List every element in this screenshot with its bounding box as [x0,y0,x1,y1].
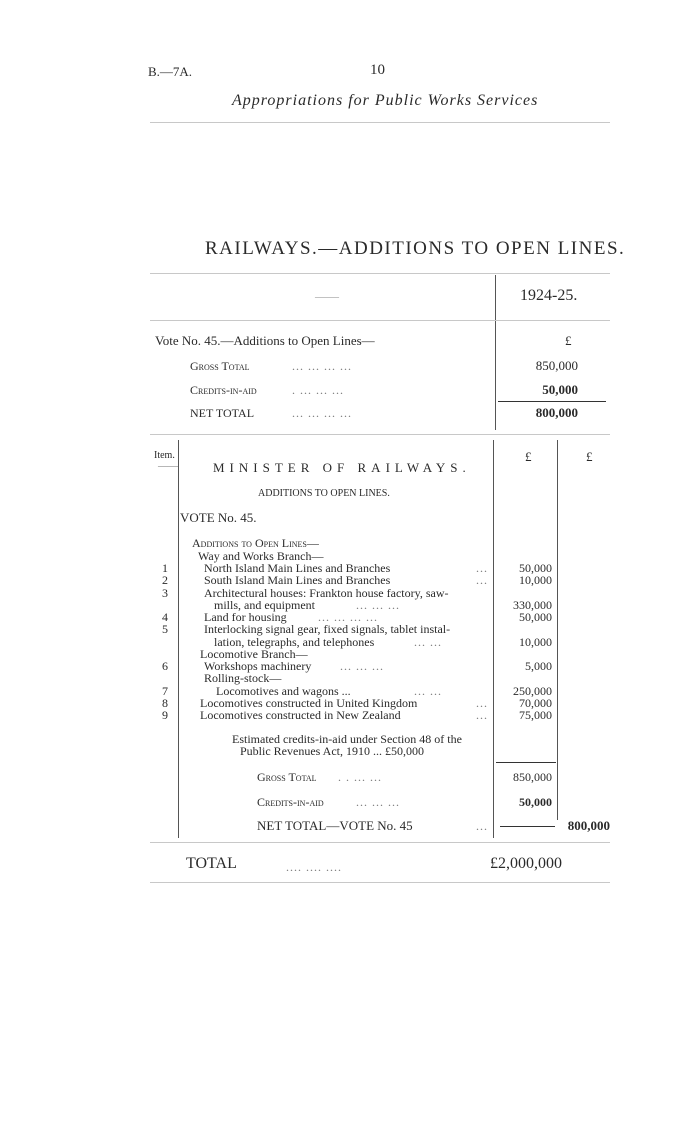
locomotive-branch: Locomotive Branch— [200,647,308,661]
estimated-credits-note: Estimated credits-in-aid under Section 48 of the [232,732,462,746]
summary-bottom-rule [150,434,610,435]
detail-net-label: NET TOTAL—VOTE No. 45 [257,818,413,833]
item-description-continued: mills, and equipment [214,598,315,612]
item-amount: 5,000 [525,659,552,673]
item-amount: 10,000 [519,573,552,587]
item-number: 9 [162,708,168,722]
item-description: Architectural houses: Frankton house factory, saw- [204,586,449,600]
item-description: Interlocking signal gear, fixed signals, tablet instal- [204,622,451,636]
grand-total-label: TOTAL [186,855,237,872]
item-dots: ... [476,573,488,587]
detail-credits-label: Credits-in-aid [257,795,324,809]
document-reference: B.—7A. [148,64,193,79]
item-column-header: Item. [154,450,175,461]
detail-sum-rule [496,762,556,763]
grand-total-rule [150,882,610,883]
summary-net-label: NET TOTAL [190,406,255,420]
estimated-credits-note-continued: Public Revenues Act, 1910 ... £50,000 [240,744,424,758]
item-number: 5 [162,622,168,636]
grand-total-dots: .... .... .... [286,860,342,874]
item-dots: ... [476,708,488,722]
rolling-stock-heading: Rolling-stock— [204,671,282,685]
amount-column-divider [493,440,494,838]
item-dots: ... ... ... [356,598,400,612]
total-column-currency: £ [586,449,593,464]
summary-gross-label: Gross Total [190,359,250,373]
main-title: RAILWAYS.—ADDITIONS TO OPEN LINES. [205,238,626,259]
summary-top-rule [150,273,610,274]
item-dots: ... [476,561,488,575]
grand-total-value: £2,000,000 [490,855,562,872]
detail-gross-value: 850,000 [513,770,552,784]
item-amount: 70,000 [519,696,552,710]
item-dots: ... ... [414,635,442,649]
item-column-dash: —— [158,461,178,472]
item-amount: 75,000 [519,708,552,722]
page-number: 10 [370,62,385,78]
item-dots: ... [476,696,488,710]
item-description: Locomotives constructed in New Zealand [200,708,401,722]
summary-gross-value: 850,000 [535,358,578,373]
item-column-divider [178,440,179,838]
detail-net-value: 800,000 [567,818,610,833]
year-header: 1924-25. [520,287,578,304]
summary-sum-rule [498,401,606,402]
summary-credits-dots: . ... ... ... [292,383,344,397]
item-amount: 330,000 [513,598,552,612]
summary-credits-label: Credits-in-aid [190,383,257,397]
summary-net-dots: ... ... ... ... [292,406,352,420]
item-description: North Island Main Lines and Branches [204,561,391,575]
item-description: Workshops machinery [204,659,312,673]
item-number: 4 [162,610,168,624]
vote-label: Vote No. 45.—Additions to Open Lines— [155,333,375,348]
group-heading: Additions to Open Lines— [192,536,319,550]
item-dots: ... ... ... ... [318,610,378,624]
summary-gross-dots: ... ... ... ... [292,359,352,373]
item-amount: 250,000 [513,684,552,698]
detail-gross-dots: . . ... ... [338,770,382,784]
item-description: Locomotives constructed in United Kingdom [200,696,418,710]
total-column-divider [557,440,558,820]
minister-heading: MINISTER OF RAILWAYS. [213,460,471,475]
detail-net-dots: ... [476,819,488,833]
item-number: 2 [162,573,168,587]
item-description: Locomotives and wagons ... [216,684,351,698]
additions-subheading: ADDITIONS TO OPEN LINES. [258,488,390,499]
item-number: 6 [162,659,168,673]
header-rule [150,122,610,123]
detail-bottom-rule [150,842,610,843]
detail-net-dash-rule [500,826,555,827]
summary-header-rule [150,320,610,321]
item-amount: 50,000 [519,610,552,624]
summary-divider [495,275,496,430]
summary-currency: £ [565,333,572,348]
detail-credits-value: 50,000 [519,795,552,809]
item-description: Land for housing [204,610,287,624]
summary-credits-value: 50,000 [542,382,578,397]
summary-dash-cell: —— [315,289,339,303]
item-description-continued: lation, telegraphs, and telephones [214,635,375,649]
item-number: 3 [162,586,168,600]
summary-net-value: 800,000 [535,405,578,420]
amount-column-currency: £ [525,449,532,464]
item-number: 8 [162,696,168,710]
running-title: Appropriations for Public Works Services [232,92,539,109]
detail-gross-label: Gross Total [257,770,317,784]
way-works-branch: Way and Works Branch— [198,549,324,563]
vote-heading: VOTE No. 45. [180,510,257,525]
detail-credits-dots: ... ... ... [356,795,400,809]
item-number: 7 [162,684,168,698]
item-dots: ... ... ... [340,659,384,673]
item-dots: ... ... [414,684,442,698]
item-amount: 10,000 [519,635,552,649]
item-description: South Island Main Lines and Branches [204,573,391,587]
item-amount: 50,000 [519,561,552,575]
item-number: 1 [162,561,168,575]
